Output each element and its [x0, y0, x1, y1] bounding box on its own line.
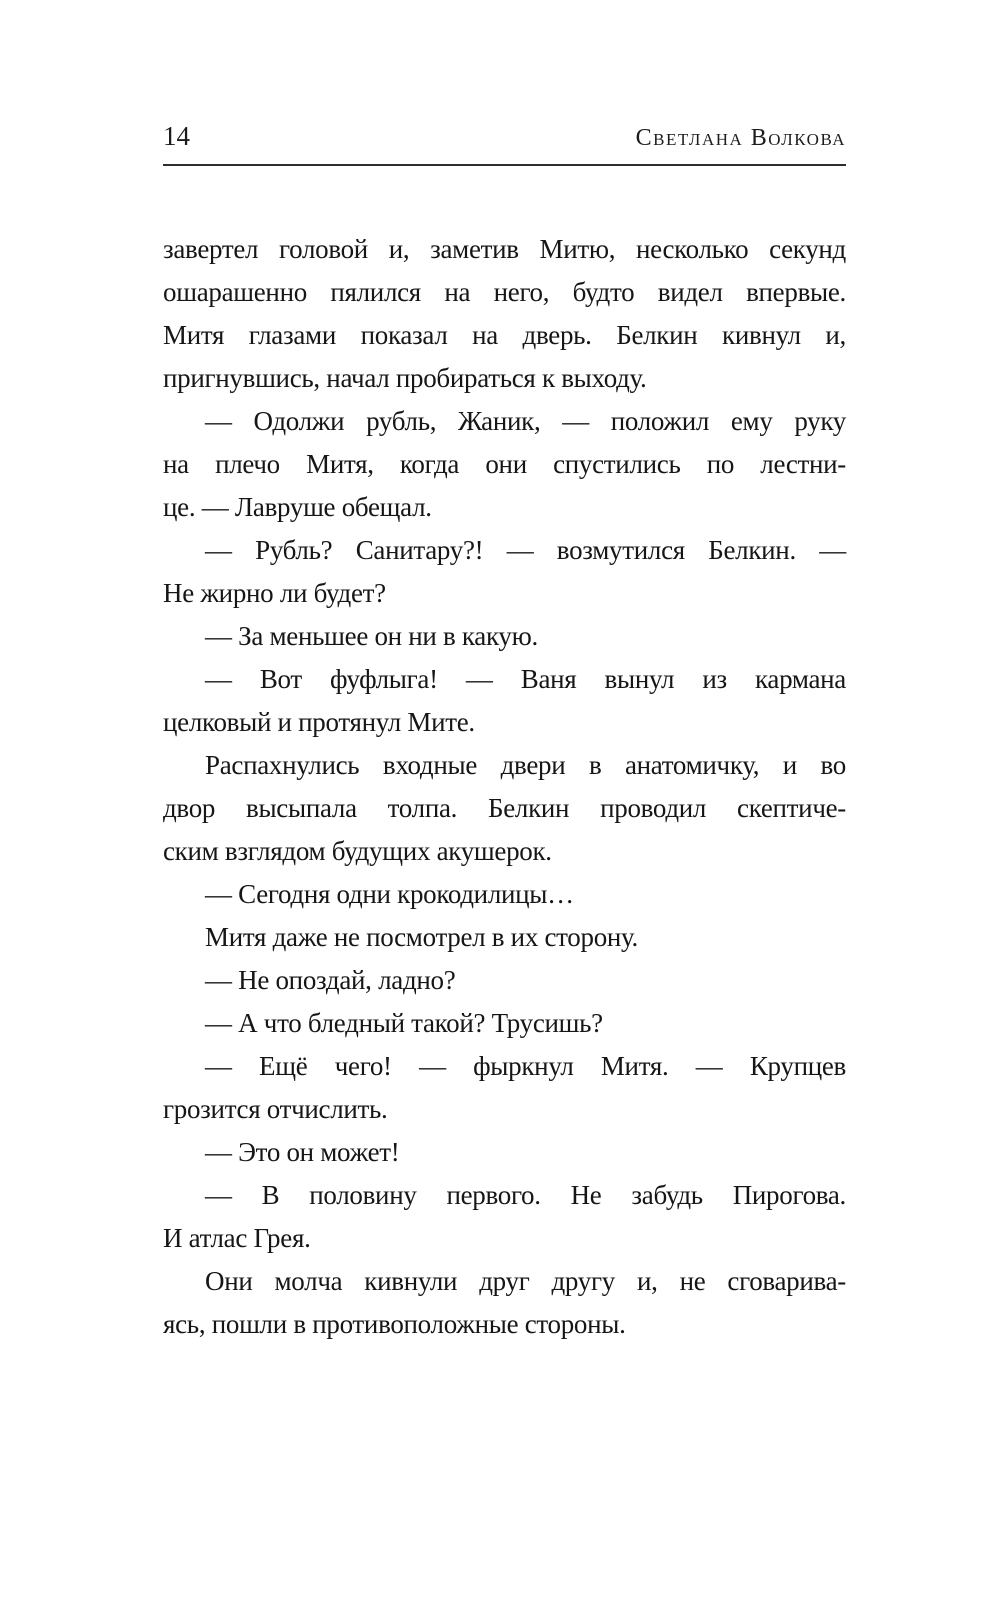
paragraph: [163, 1045, 846, 1131]
text-line: це. — Лавруше обещал.: [163, 492, 432, 522]
text-line: — Сегодня одни крокодилицы…: [205, 879, 574, 909]
paragraph: [163, 959, 846, 1002]
paragraph: [163, 615, 846, 658]
paragraph: [163, 400, 846, 529]
paragraph: [163, 1174, 846, 1260]
text-line: двор высыпала толпа. Белкин проводил скептиче-: [163, 793, 846, 823]
text-line: — За меньшее он ни в какую.: [205, 621, 538, 651]
text-line: ошарашенно пялился на него, будто видел впервые.: [163, 277, 846, 307]
paragraph: [163, 873, 846, 916]
paragraph: [163, 529, 846, 615]
text-line: — В половину первого. Не забудь Пирогова.: [205, 1180, 846, 1210]
text-line: на плечо Митя, когда они спустились по лестни-: [163, 449, 846, 479]
text-line: грозится отчислить.: [163, 1094, 388, 1124]
text-line: целковый и протянул Мите.: [163, 707, 475, 737]
text-line: ским взглядом будущих акушерок.: [163, 836, 552, 866]
page-header: [163, 121, 846, 155]
text-line: И атлас Грея.: [163, 1223, 311, 1253]
text-line: завертел головой и, заметив Митю, несколько секунд: [163, 234, 846, 264]
text-line: пригнувшись, начал пробираться к выходу.: [163, 363, 647, 393]
page-text-block: [163, 228, 846, 1346]
paragraph: [163, 1002, 846, 1045]
text-line: ясь, пошли в противоположные стороны.: [163, 1309, 626, 1339]
text-line: — Не опоздай, ладно?: [205, 965, 456, 995]
text-line: Они молча кивнули друг другу и, не сговарива-: [205, 1266, 846, 1296]
paragraph: [163, 228, 846, 400]
text-line: — Ещё чего! — фыркнул Митя. — Крупцев: [205, 1051, 846, 1081]
text-line: — Одолжи рубль, Жаник, — положил ему руку: [205, 406, 846, 436]
text-line: — А что бледный такой? Трусишь?: [205, 1008, 603, 1038]
header-divider: [163, 164, 846, 166]
paragraph: [163, 744, 846, 873]
running-head-author: Светлана Волкова: [635, 125, 846, 151]
text-line: — Вот фуфлыга! — Ваня вынул из кармана: [205, 664, 846, 694]
text-line: — Рубль? Санитару?! — возмутился Белкин. —: [205, 535, 846, 565]
page-number: 14: [163, 121, 190, 151]
paragraph: [163, 1260, 846, 1346]
paragraph: [163, 1131, 846, 1174]
paragraph: [163, 916, 846, 959]
text-line: — Это он может!: [205, 1137, 400, 1167]
text-line: Не жирно ли будет?: [163, 578, 386, 608]
paragraph: [163, 658, 846, 744]
text-line: Митя глазами показал на дверь. Белкин кивнул и,: [163, 320, 846, 350]
text-line: Распахнулись входные двери в анатомичку, и во: [205, 750, 846, 780]
text-line: Митя даже не посмотрел в их сторону.: [205, 922, 638, 952]
